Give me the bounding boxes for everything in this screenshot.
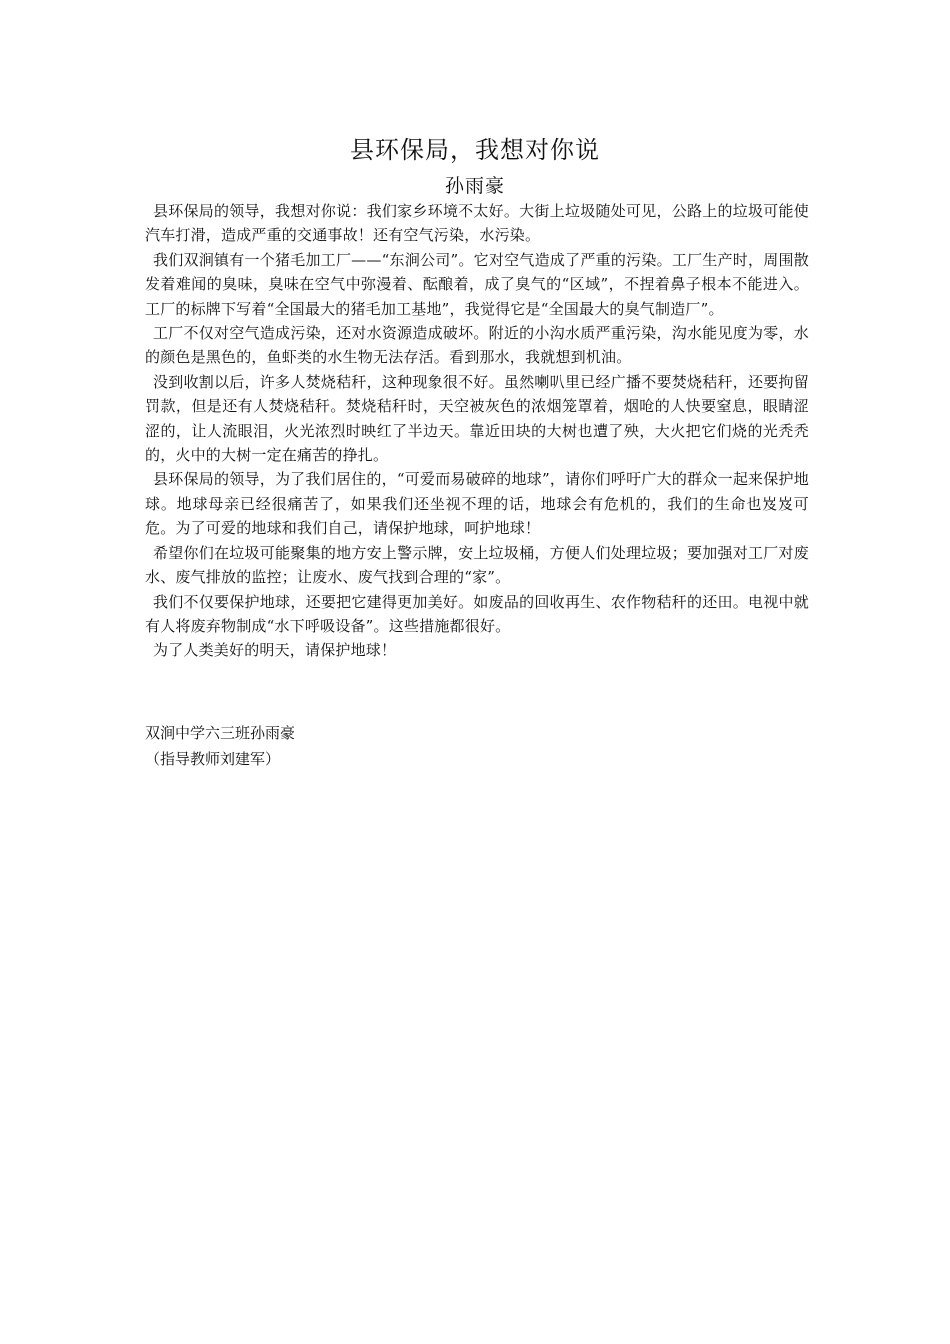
paragraph: 希望你们在垃圾可能聚集的地方安上警示牌，安上垃圾桶，方便人们处理垃圾；要加强对工厂对废水、废气排放的监控；让废水、废气找到合理的“家”。	[145, 543, 809, 587]
signature-school-class: 双涧中学六三班孙雨豪	[145, 724, 296, 742]
paragraph: 我们双涧镇有一个猪毛加工厂——“东涧公司”。它对空气造成了严重的污染。工厂生产时，周围散发着难闻的臭味，臭味在空气中弥漫着、酝酿着，成了臭气的“区域”，不捏着鼻子根本不能进入。工厂的标牌下写着“全国最大的猪毛加工基地”，我觉得它是“全国最大的臭气制造厂”。	[145, 250, 809, 318]
paragraph: 没到收割以后，许多人焚烧秸秆，这种现象很不好。虽然喇叭里已经广播不要焚烧秸秆，还要拘留罚款，但是还有人焚烧秸秆。焚烧秸秆时，天空被灰色的浓烟笼罩着，烟呛的人快要窒息，眼睛涩涩的，让人流眼泪，火光浓烈时映红了半边天。靠近田块的大树也遭了殃，大火把它们烧的光秃秃的，火中的大树一定在痛苦的挣扎。	[145, 372, 809, 465]
essay-body	[145, 199, 809, 663]
paragraph: 工厂不仅对空气造成污染，还对水资源造成破坏。附近的小沟水质严重污染，沟水能见度为零，水的颜色是黑色的，鱼虾类的水生物无法存活。看到那水，我就想到机油。	[145, 324, 809, 367]
essay-author: 孙雨豪	[444, 175, 505, 197]
essay-title: 县环保局，我想对你说	[350, 136, 600, 164]
paragraph: 县环保局的领导，为了我们居住的，“可爱而易破碎的地球”，请你们呼吁广大的群众一起来保护地球。地球母亲已经很痛苦了，如果我们还坐视不理的话，地球会有危机的，我们的生命也岌岌可危。为了可爱的地球和我们自己，请保护地球，呵护地球！	[145, 470, 809, 538]
paragraph: 我们不仅要保护地球，还要把它建得更加美好。如废品的回收再生、农作物秸秆的还田。电视中就有人将废弃物制成“水下呼吸设备”。这些措施都很好。	[145, 592, 809, 635]
signature-teacher: （指导教师刘建军）	[145, 750, 281, 768]
signature-block	[145, 720, 545, 772]
paragraph: 县环保局的领导，我想对你说：我们家乡环境不太好。大街上垃圾随处可见，公路上的垃圾可能使汽车打滑，造成严重的交通事故！还有空气污染，水污染。	[145, 202, 809, 245]
paragraph: 为了人类美好的明天，请保护地球！	[153, 641, 397, 660]
